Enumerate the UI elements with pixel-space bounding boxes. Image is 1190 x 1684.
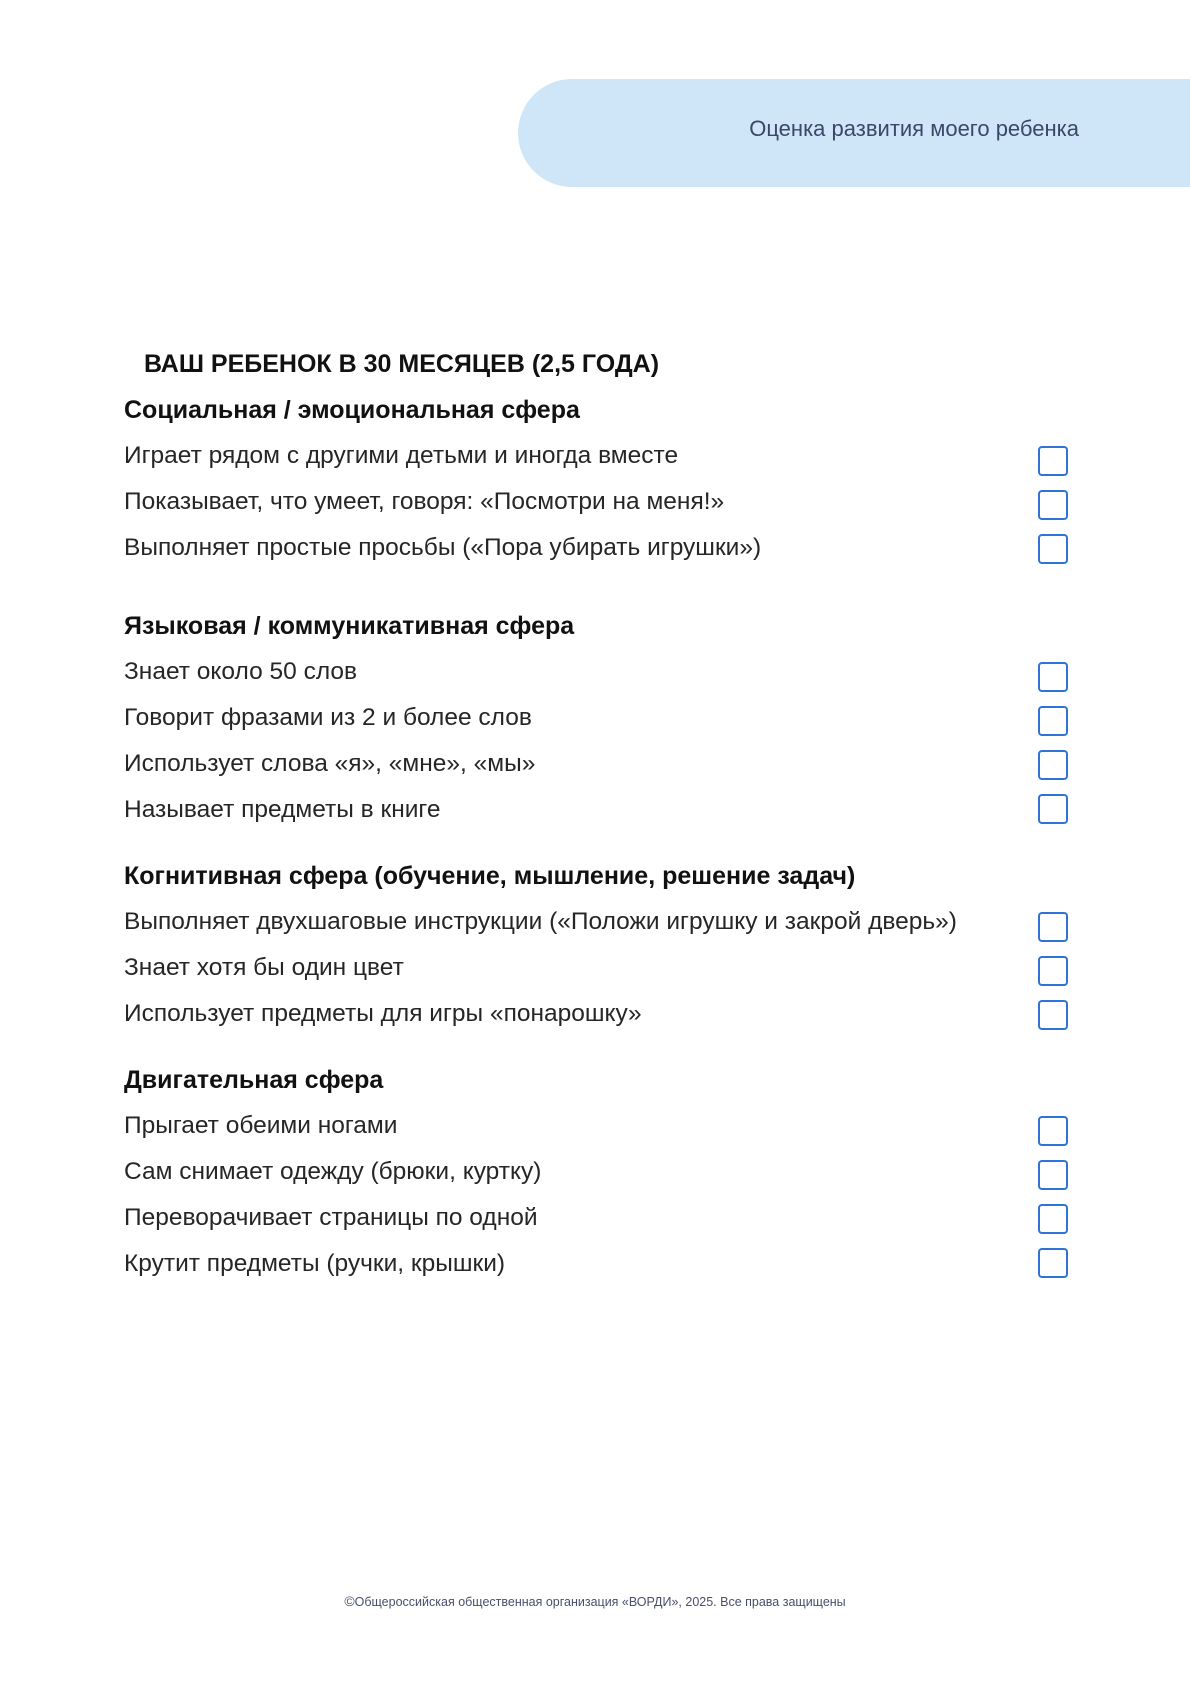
checklist-checkbox[interactable] [1038, 1000, 1068, 1030]
checklist-checkbox[interactable] [1038, 750, 1068, 780]
footer-copyright [0, 1593, 1190, 1609]
checklist-checkbox[interactable] [1038, 662, 1068, 692]
footer-text: Общероссийская общественная организация «ВОРДИ», 2025. Все права защищены [354, 1595, 846, 1609]
checklist-item-label: Играет рядом с другими детьми и иногда вместе [124, 442, 679, 469]
checklist-item-label: Называет предметы в книге [124, 796, 441, 823]
section-heading-motor: Двигательная сфера [124, 1066, 384, 1094]
checklist-item-label: Крутит предметы (ручки, крышки) [124, 1250, 506, 1277]
section-heading-social: Социальная / эмоциональная сфера [124, 396, 580, 424]
checklist-item-label: Выполняет двухшаговые инструкции («Положи игрушку и закрой дверь») [124, 908, 957, 935]
checklist-checkbox[interactable] [1038, 1160, 1068, 1190]
checklist-item-label: Выполняет простые просьбы («Пора убирать игрушки») [124, 534, 762, 561]
checklist-item-label: Знает хотя бы один цвет [124, 954, 404, 981]
checklist-item-label: Показывает, что умеет, говоря: «Посмотри на меня!» [124, 488, 725, 515]
checklist-item-label: Переворачивает страницы по одной [124, 1204, 538, 1231]
checklist-item-label: Знает около 50 слов [124, 658, 358, 685]
section-heading-cognitive: Когнитивная сфера (обучение, мышление, решение задач) [124, 862, 856, 890]
checklist-item-label: Прыгает обеими ногами [124, 1112, 398, 1139]
checklist-checkbox[interactable] [1038, 956, 1068, 986]
checklist-item-label: Говорит фразами из 2 и более слов [124, 704, 532, 731]
checklist-checkbox[interactable] [1038, 912, 1068, 942]
checklist-checkbox[interactable] [1038, 534, 1068, 564]
checklist-checkbox[interactable] [1038, 1248, 1068, 1278]
checklist-item-label: Сам снимает одежду (брюки, куртку) [124, 1158, 542, 1185]
checklist-checkbox[interactable] [1038, 1116, 1068, 1146]
checklist-checkbox[interactable] [1038, 1204, 1068, 1234]
section-heading-language: Языковая / коммуникативная сфера [124, 612, 575, 640]
copyright-icon: © [344, 1593, 355, 1609]
checklist-item-label: Использует слова «я», «мне», «мы» [124, 750, 536, 777]
page-title: ВАШ РЕБЕНОК В 30 МЕСЯЦЕВ (2,5 ГОДА) [144, 350, 660, 378]
checklist-checkbox[interactable] [1038, 446, 1068, 476]
checklist-checkbox[interactable] [1038, 794, 1068, 824]
checklist-checkbox[interactable] [1038, 706, 1068, 736]
header-title: Оценка развития моего ребенка [749, 116, 1079, 141]
checklist-checkbox[interactable] [1038, 490, 1068, 520]
checklist-item-label: Использует предметы для игры «понарошку» [124, 1000, 642, 1027]
